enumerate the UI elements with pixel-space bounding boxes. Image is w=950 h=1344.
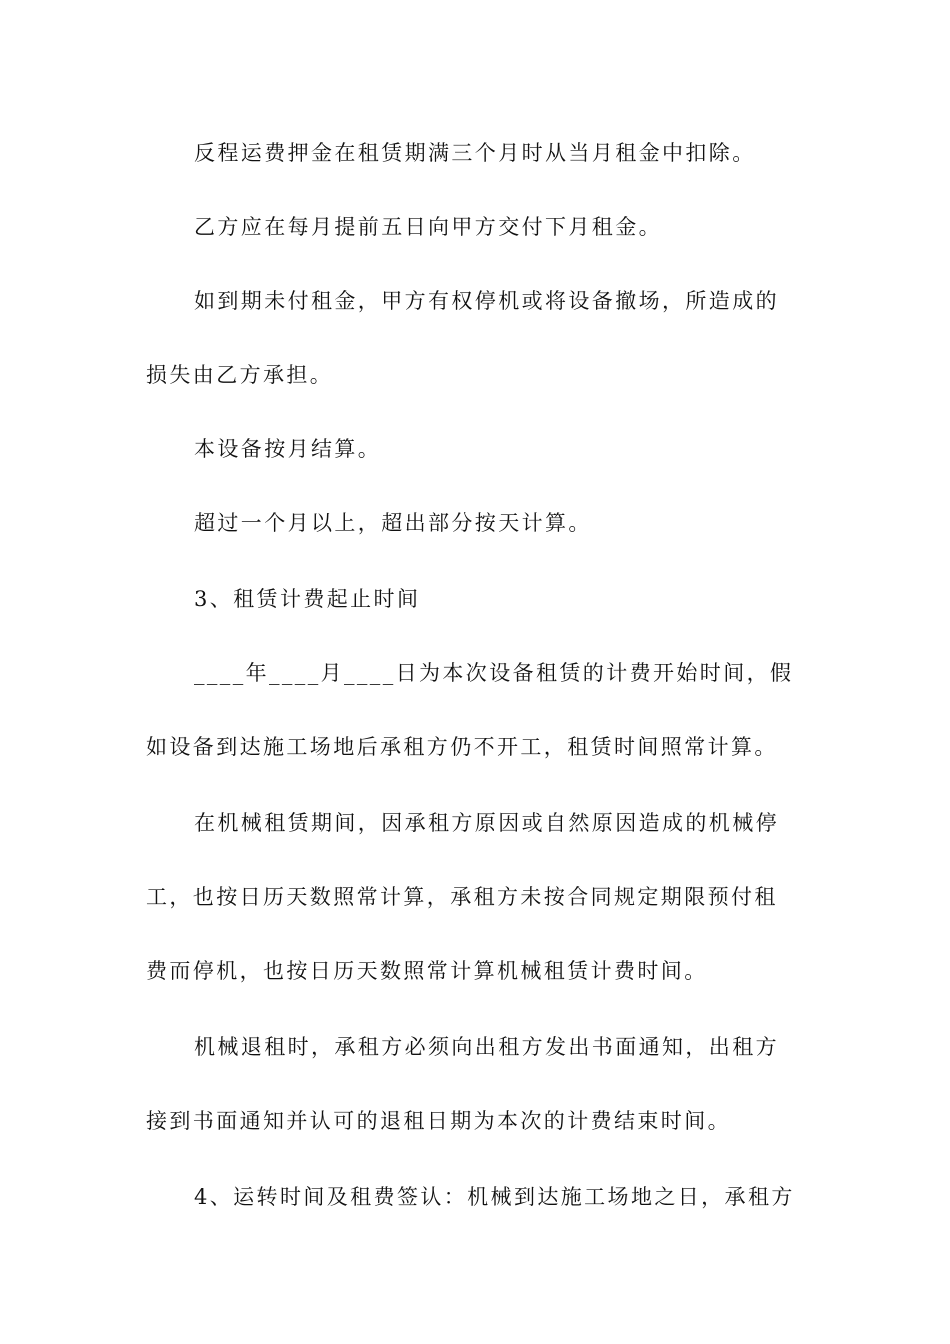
paragraph-return-freight-deposit: 反程运费押金在租赁期满三个月时从当月租金中扣除。 xyxy=(194,141,756,165)
paragraph-monthly-settlement: 本设备按月结算。 xyxy=(194,437,382,461)
paragraph-stoppage-line-2: 工，也按日历天数照常计算，承租方未按合同规定期限预付租 xyxy=(146,885,778,909)
paragraph-daily-calculation: 超过一个月以上，超出部分按天计算。 xyxy=(194,511,592,535)
section-heading-billing-period: 3、租赁计费起止时间 xyxy=(194,587,421,611)
paragraph-rent-payment-deadline: 乙方应在每月提前五日向甲方交付下月租金。 xyxy=(194,215,662,239)
paragraph-stoppage-line-3: 费而停机，也按日历天数照常计算机械租赁计费时间。 xyxy=(146,959,708,983)
paragraph-return-notice-line-1: 机械退租时，承租方必须向出租方发出书面通知，出租方 xyxy=(194,1035,779,1059)
paragraph-billing-start-line-1: ____年____月____日为本次设备租赁的计费开始时间，假 xyxy=(194,661,794,685)
paragraph-return-notice-line-2: 接到书面通知并认可的退租日期为本次的计费结束时间。 xyxy=(146,1109,731,1133)
paragraph-billing-start-line-2: 如设备到达施工场地后承租方仍不开工，租赁时间照常计算。 xyxy=(146,735,778,759)
paragraph-stoppage-line-1: 在机械租赁期间，因承租方原因或自然原因造成的机械停 xyxy=(194,811,779,835)
section-heading-operation-time: 4、运转时间及租费签认：机械到达施工场地之日，承租方 xyxy=(194,1185,795,1209)
paragraph-late-payment-line-1: 如到期未付租金，甲方有权停机或将设备撤场，所造成的 xyxy=(194,289,779,313)
paragraph-late-payment-line-2: 损失由乙方承担。 xyxy=(146,363,334,387)
